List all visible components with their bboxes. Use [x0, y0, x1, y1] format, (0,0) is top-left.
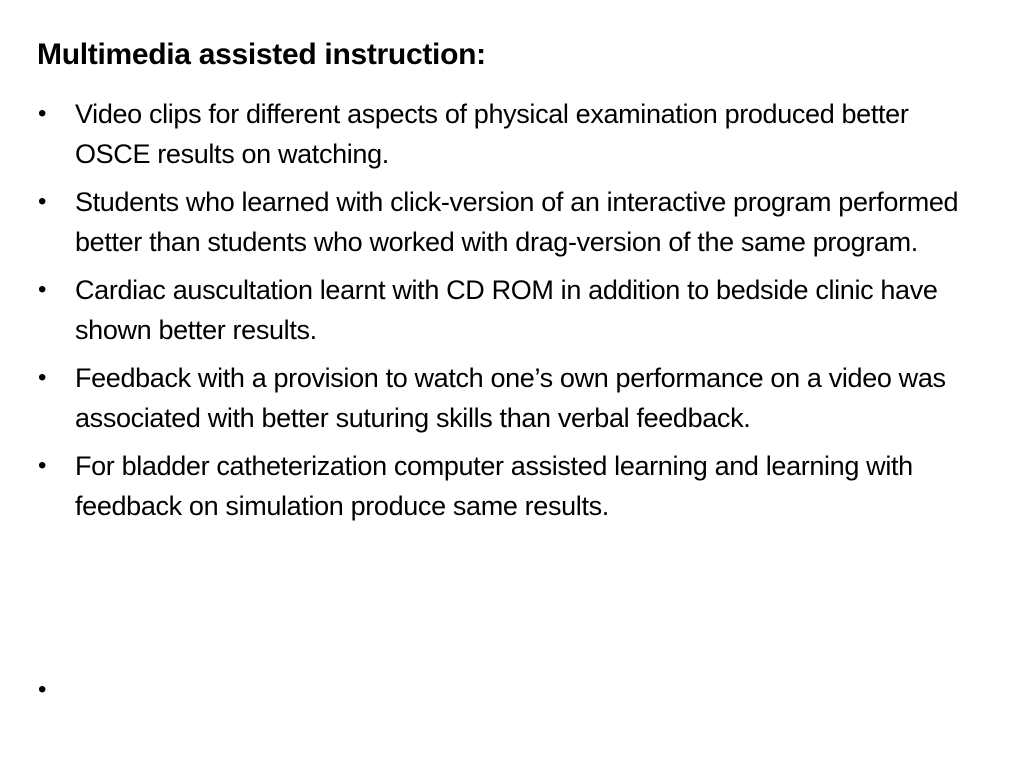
- bullet-item: [0, 446, 975, 526]
- bullet-text: For bladder catheterization computer assisted learning and learning with feedback on simulation produce same results.: [75, 451, 913, 521]
- slide-heading: Multimedia assisted instruction:: [37, 38, 486, 71]
- bullet-dot-icon: •: [38, 276, 47, 303]
- bullet-item: [0, 270, 975, 350]
- empty-bullet-dot-icon: •: [38, 676, 47, 703]
- bullet-item: [0, 94, 975, 174]
- bullet-item: [0, 358, 975, 438]
- bullet-dot-icon: •: [38, 364, 47, 391]
- bullet-text: Feedback with a provision to watch one’s own performance on a video was associated with better suturing skills than verbal feedback.: [75, 363, 946, 433]
- bullet-list: [0, 94, 1024, 534]
- bullet-text: Video clips for different aspects of physical examination produced better OSCE results on watching.: [75, 99, 909, 169]
- bullet-text: Cardiac auscultation learnt with CD ROM in addition to bedside clinic have shown better results.: [75, 275, 938, 345]
- bullet-item: [0, 182, 975, 262]
- bullet-dot-icon: •: [38, 188, 47, 215]
- bullet-text: Students who learned with click-version of an interactive program performed better than students who worked with drag-version of the same program.: [75, 187, 959, 257]
- bullet-dot-icon: •: [38, 100, 47, 127]
- bullet-dot-icon: •: [38, 452, 47, 479]
